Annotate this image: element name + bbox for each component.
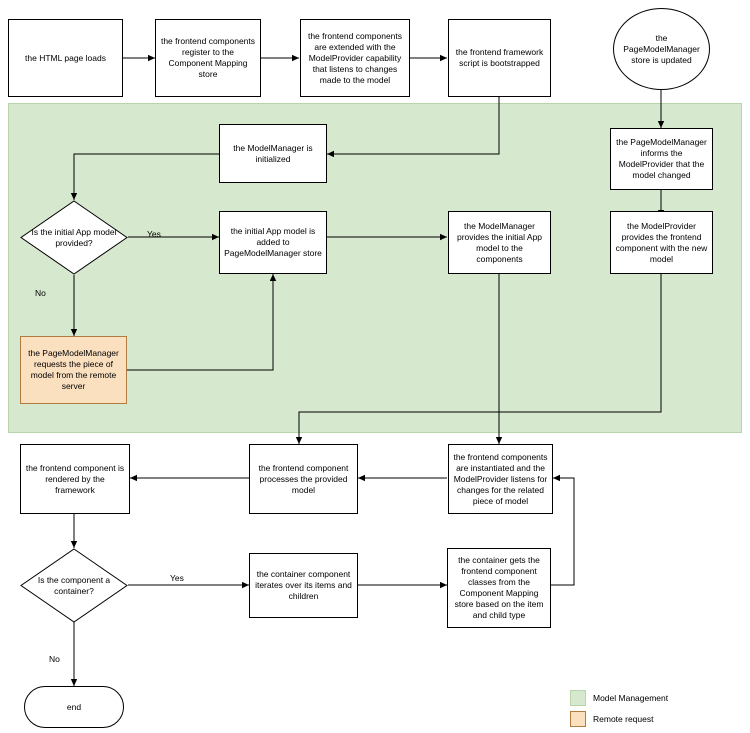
node-is-component-container — [20, 548, 128, 623]
node-informs-modelprovider: the PageModelManager informs the ModelProvider that the model changed — [610, 128, 713, 190]
node-modelmanager-provides-initial-model: the ModelManager provides the initial App model to the components — [448, 211, 551, 274]
node-requests-piece-of-model: the PageModelManager requests the piece of model from the remote server — [20, 336, 127, 404]
node-component-processes-model: the frontend component processes the provided model — [249, 444, 358, 514]
node-component-rendered: the frontend component is rendered by the framework — [20, 444, 130, 514]
node-initial-model-added: the initial App model is added to PageModelManager store — [219, 211, 327, 274]
legend-label: Model Management — [593, 693, 669, 703]
legend-label: Remote request — [593, 714, 654, 724]
node-container-iterates: the container component iterates over its items and children — [249, 553, 358, 618]
legend-item-model-management — [570, 690, 668, 706]
node-components-extended: the frontend components are extended with the ModelProvider capability that listens to changes made to the model — [300, 19, 410, 97]
node-html-page-loads: the HTML page loads — [8, 19, 123, 97]
legend-swatch-green — [570, 690, 586, 706]
decision-label: Is the component a container? — [37, 574, 111, 596]
node-container-gets-classes: the container gets the frontend component classes from the Component Mapping store based on the item and child type — [447, 548, 551, 628]
legend-item-remote-request — [570, 711, 653, 727]
node-modelmanager-initialized: the ModelManager is initialized — [219, 124, 327, 183]
node-end: end — [24, 686, 124, 728]
node-components-register: the frontend components register to the Component Mapping store — [155, 19, 261, 97]
edge-label-yes-initial-model: Yes — [147, 229, 161, 239]
node-modelprovider-provides-new-model: the ModelProvider provides the frontend component with the new model — [610, 211, 713, 274]
node-pagemodelmanager-store-updated: the PageModelManager store is updated — [613, 8, 710, 90]
edge-label-yes-container: Yes — [170, 573, 184, 583]
decision-label: Is the initial App model provided? — [31, 226, 117, 248]
edge-label-no-initial-model: No — [35, 288, 46, 298]
node-components-instantiated: the frontend components are instantiated and the ModelProvider listens for changes for the related piece of model — [448, 444, 553, 514]
node-is-initial-model-provided — [20, 200, 128, 275]
legend-swatch-orange — [570, 711, 586, 727]
node-framework-bootstrapped: the frontend framework script is bootstrapped — [448, 19, 551, 97]
edge-label-no-container: No — [49, 654, 60, 664]
